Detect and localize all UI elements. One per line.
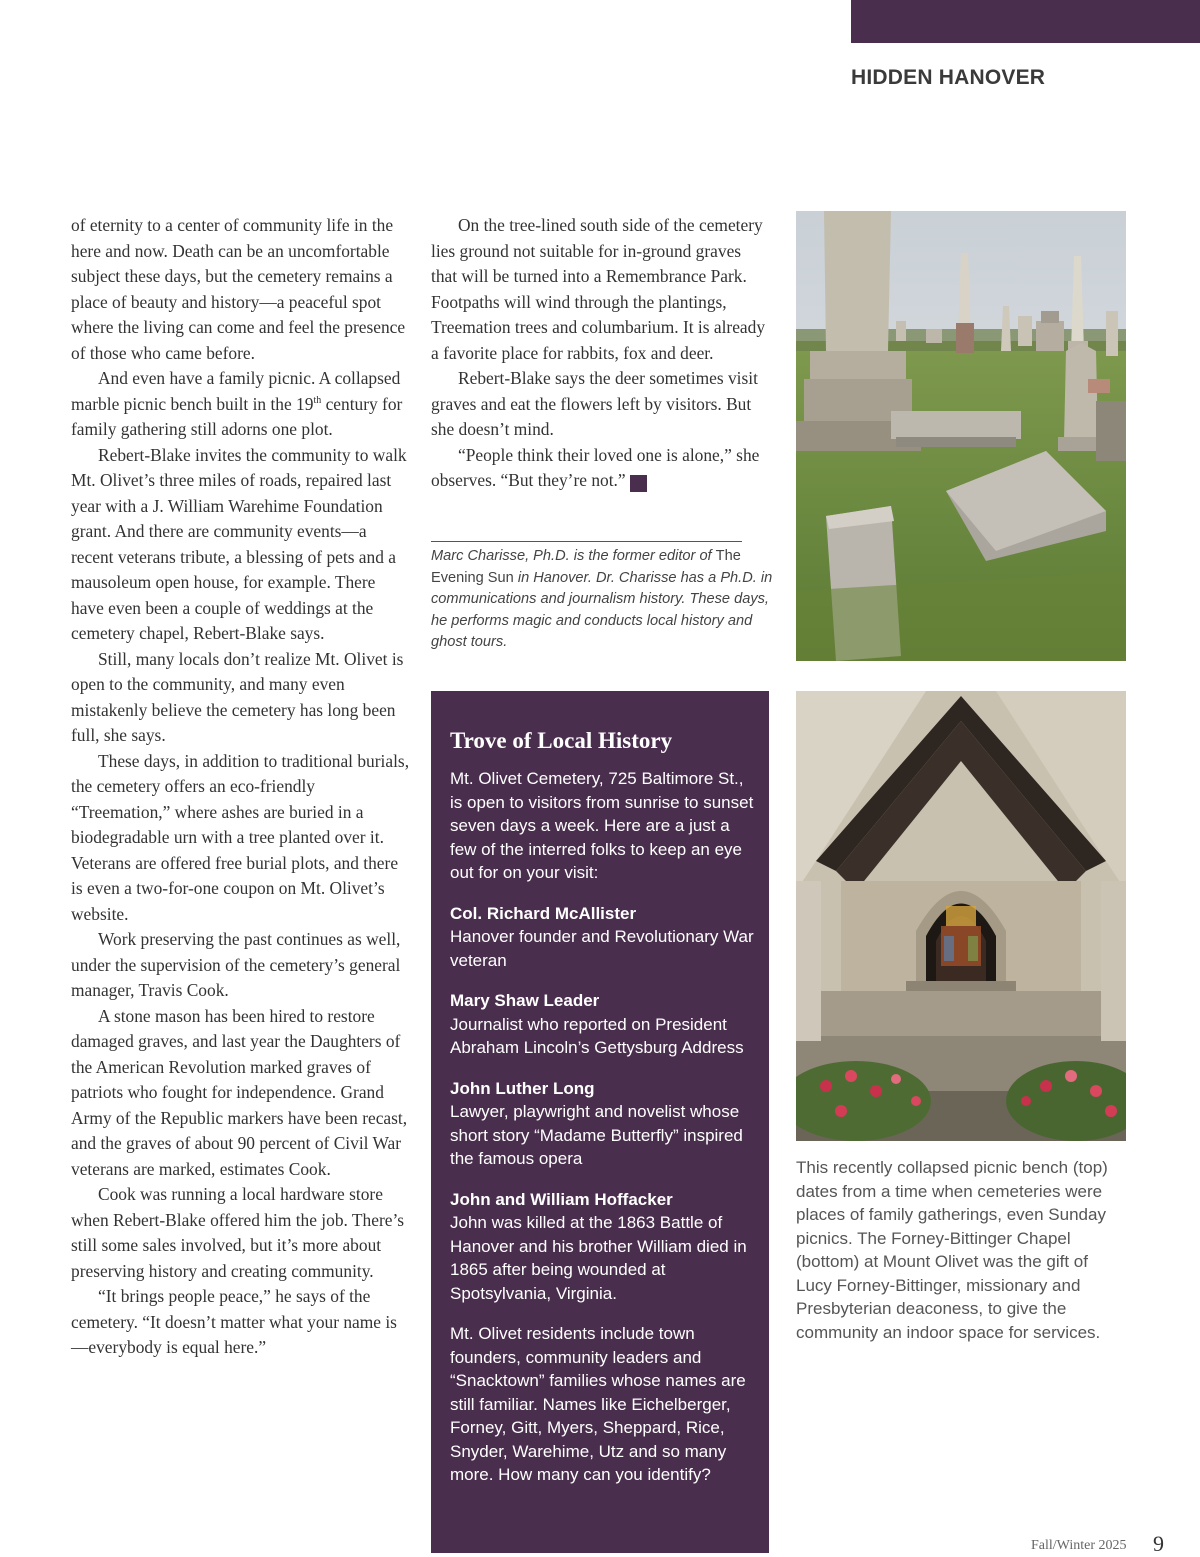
entry-description: John was killed at the 1863 Battle of Hanover and his brother William died in 1865 after being wounded at Spotsylvania, Virginia. xyxy=(450,1213,747,1303)
entry-description: Hanover founder and Revolutionary War veteran xyxy=(450,927,754,970)
bio-divider xyxy=(431,541,742,542)
entry-name: Mary Shaw Leader xyxy=(450,991,600,1010)
photo-caption: This recently collapsed picnic bench (top) dates from a time when cemeteries were places of family gatherings, even Sunday picnics. The Forney-Bittinger Chapel (bottom) at Mount Olivet was the gift of Lucy Forney-Bittinger, missionary and Presbyterian deaconess, to give the community an indoor space for services. xyxy=(796,1158,1108,1342)
footer-issue: Fall/Winter 2025 xyxy=(1031,1538,1127,1553)
photo-forney-bittinger-chapel xyxy=(796,691,1126,1141)
entry-description: Lawyer, playwright and novelist whose short story “Madame Butterfly” inspired the famous opera xyxy=(450,1102,743,1168)
paragraph: And even have a family picnic. A collapsed marble picnic bench built in the 19th century for family gathering still adorns one plot. xyxy=(71,368,403,439)
photo-collapsed-picnic-bench xyxy=(796,211,1126,661)
sidebar-entry xyxy=(450,902,755,973)
article-column-2 xyxy=(431,213,771,494)
sidebar-entry xyxy=(450,989,755,1060)
sidebar-entry xyxy=(450,1188,755,1306)
entry-name: Col. Richard McAllister xyxy=(450,903,637,923)
paragraph: On the tree-lined south side of the cemetery lies ground not suitable for in-ground graves that will be turned into a Remembrance Park. Footpaths will wind through the plantings, Treemation trees and columbarium. It is already a favorite place for rabbits, fox and deer. xyxy=(431,215,766,363)
paragraph: Rebert-Blake says the deer sometimes visit graves and eat the flowers left by visitors. But she doesn’t mind. xyxy=(431,368,758,439)
paragraph: Work preserving the past continues as well, under the supervision of the cemetery’s general manager, Travis Cook. xyxy=(71,929,401,1000)
page-number: 9 xyxy=(1153,1531,1164,1556)
sidebar-title: Trove of Local History xyxy=(450,728,673,753)
paragraph: “It brings people peace,” he says of the cemetery. “It doesn’t matter what your name is—everybody is equal here.” xyxy=(71,1286,397,1357)
paragraph: Cook was running a local hardware store when Rebert-Blake offered him the job. There’s still some sales involved, but it’s more about preserving history and creating community. xyxy=(71,1184,405,1281)
sidebar-closing: Mt. Olivet residents include town founders, community leaders and “Snacktown” families whose names are still familiar. Names like Eichelberger, Forney, Gitt, Myers, Sheppard, Rice, Snyder, Warehime, Utz and so many more. How many can you identify? xyxy=(450,1324,746,1484)
sidebar-intro: Mt. Olivet Cemetery, 725 Baltimore St., is open to visitors from sunrise to sunset seven days a week. Here are a just a few of the interred folks to keep an eye out for on your visit: xyxy=(450,769,754,882)
sidebar-trove-local-history xyxy=(431,691,769,1553)
article-column-1 xyxy=(71,213,411,1361)
paragraph: of eternity to a center of community life in the here and now. Death can be an uncomfortable subject these days, but the cemetery remains a place of beauty and history—a peaceful spot where the living can come and feel the presence of those who came before. xyxy=(71,215,406,363)
header-color-bar xyxy=(851,0,1200,43)
sidebar-entry xyxy=(450,1077,755,1171)
paragraph: These days, in addition to traditional burials, the cemetery offers an eco-friendly “Treemation,” where ashes are buried in a biodegradable urn with a tree planted over it. Veterans are offered free burial plots, and there is even a two-for-one coupon on Mt. Olivet’s website. xyxy=(71,750,410,924)
entry-name: John and William Hoffacker xyxy=(450,1189,673,1209)
entry-description: Journalist who reported on President Abraham Lincoln’s Gettysburg Address xyxy=(450,1014,744,1057)
paragraph: “People think their loved one is alone,” she observes. “But they’re not.” H xyxy=(431,444,760,491)
end-mark-icon: H xyxy=(630,475,647,492)
paragraph: A stone mason has been hired to restore damaged graves, and last year the Daughters of the American Revolution marked graves of patriots who fought for independence. Grand Army of the Republic markers have been recast, and the graves of about 90 percent of Civil War veterans are marked, estimates Cook. xyxy=(71,1005,408,1179)
paragraph: Rebert-Blake invites the community to walk Mt. Olivet’s three miles of roads, repaired last year with a J. William Warehime Foundation grant. And there are community events—a recent veterans tribute, a blessing of pets and a mausoleum open house, for example. There have even been a couple of weddings at the cemetery chapel, Rebert-Blake says. xyxy=(71,444,407,643)
entry-name: John Luther Long xyxy=(450,1078,595,1098)
section-label: HIDDEN HANOVER xyxy=(851,66,1046,89)
author-bio: Marc Charisse, Ph.D. is the former editor of The Evening Sun in Hanover. Dr. Charisse has a Ph.D. in communications and journalism history. These days, he performs magic and conducts local history and ghost tours. xyxy=(431,548,773,651)
paragraph: Still, many locals don’t realize Mt. Olivet is open to the community, and many even mistakenly believe the cemetery has long been full, she says. xyxy=(71,648,404,745)
